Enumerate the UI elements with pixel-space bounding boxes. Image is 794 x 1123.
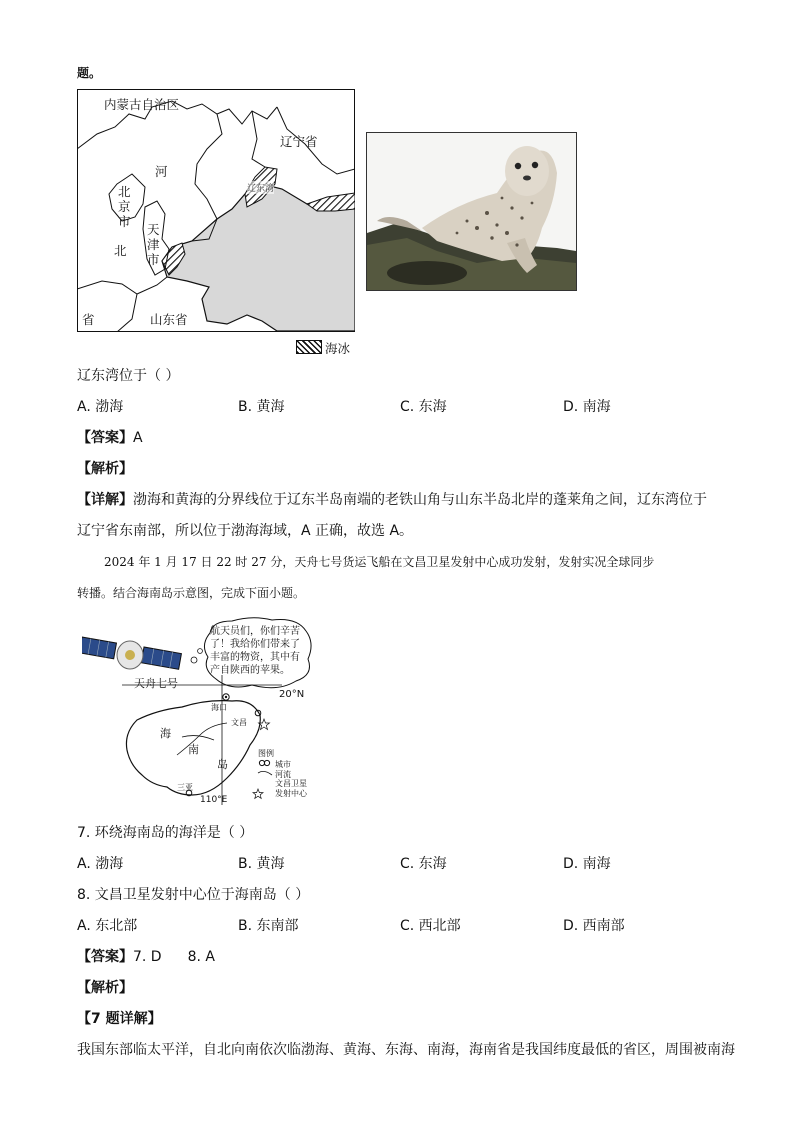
question-8-option-d: D. 西南部 — [563, 918, 625, 934]
sea-ice-legend-swatch — [296, 340, 322, 354]
answer-label-2: 【答案】 — [77, 949, 133, 965]
lat-label: 20°N — [279, 689, 305, 700]
label-he: 河 — [155, 164, 168, 179]
bubble-line-1: 航天员们，你们辛苦 — [210, 626, 300, 637]
bubble-line-3: 丰富的物资，其中有 — [210, 652, 300, 663]
legend-launch-1: 文昌卫星 — [275, 779, 307, 788]
legend-launch-2: 发射中心 — [275, 789, 307, 798]
detail-line-1 — [77, 491, 707, 509]
answer-value-8: 8. A — [187, 949, 215, 965]
answer-value-a: A — [133, 430, 143, 446]
solar-panel-left — [82, 637, 116, 659]
island-label-3: 岛 — [217, 758, 228, 771]
answer-label-a: 【答案】 — [77, 430, 133, 446]
question-8-stem: 8. 文昌卫星发射中心位于海南岛（ ） — [77, 887, 310, 903]
analysis-label-2: 【解析】 — [77, 980, 133, 996]
legend-river: 河流 — [275, 770, 291, 779]
answer-value-7: 7. D — [133, 949, 162, 965]
detail-7-label: 【7 题详解】 — [77, 1011, 162, 1027]
question-7-option-a: A. 渤海 — [77, 856, 124, 872]
label-sheng: 省 — [82, 312, 95, 327]
analysis-label-a: 【解析】 — [77, 461, 133, 477]
label-beijing-2: 京 — [118, 199, 131, 214]
seal-photo — [366, 132, 577, 291]
label-beijing-3: 市 — [118, 214, 131, 229]
island-label-2: 南 — [188, 743, 199, 756]
bubble-line-2: 了！我给你们带来了 — [210, 639, 300, 650]
question-a-stem: 辽东湾位于（ ） — [77, 368, 180, 384]
intro-line-1: 2024 年 1 月 17 日 22 时 27 分，天舟七号货运飞船在文昌卫星发射中心成功发射，发射实况全球同步 — [104, 555, 655, 569]
solar-panel-right — [141, 647, 181, 669]
speech-bubble-text — [210, 625, 300, 677]
bubble-line-4: 产自陕西的苹果。 — [210, 665, 290, 676]
question-8-option-c: C. 西北部 — [400, 918, 461, 934]
detail-label-a: 【详解】 — [77, 492, 133, 508]
top-fragment: 题。 — [77, 66, 102, 80]
question-a-option-a: A. 渤海 — [77, 399, 124, 415]
sea-ice-legend-label: 海冰 — [325, 341, 351, 356]
craft-label: 天舟七号 — [134, 677, 178, 690]
question-7-option-c: C. 东海 — [400, 856, 447, 872]
label-tianjin — [147, 222, 160, 267]
label-beijing-1: 北 — [118, 184, 131, 199]
label-liaodong-bay: 辽东湾 — [247, 181, 274, 194]
label-inner-mongolia: 内蒙古自治区 — [104, 97, 180, 112]
label-shandong: 山东省 — [150, 312, 188, 327]
question-a-option-d: D. 南海 — [563, 399, 611, 415]
wenchang-label: 文昌 — [231, 718, 247, 727]
bottom-line: 我国东部临太平洋，自北向南依次临渤海、黄海、东海、南海，海南省是我国纬度最低的省区，周围被南海 — [77, 1042, 735, 1058]
label-tianjin-3: 市 — [147, 252, 160, 267]
legend-title: 图例 — [258, 749, 274, 758]
haikou-label: 海口 — [211, 703, 227, 712]
seal-photo-svg — [367, 133, 576, 290]
label-bei: 北 — [114, 243, 127, 258]
label-tianjin-1: 天 — [147, 222, 160, 237]
lon-label: 110°E — [200, 795, 228, 805]
sanya-label: 三亚 — [177, 783, 193, 792]
intro-line-2: 转播。结合海南岛示意图，完成下面小题。 — [77, 586, 306, 600]
question-a-option-c: C. 东海 — [400, 399, 447, 415]
question-7-stem: 7. 环绕海南岛的海洋是（ ） — [77, 825, 254, 841]
question-8-option-b: B. 东南部 — [238, 918, 299, 934]
label-beijing — [118, 184, 131, 229]
island-label-1: 海 — [160, 727, 171, 740]
question-7-option-b: B. 黄海 — [238, 856, 285, 872]
answer-line-2 — [77, 948, 215, 966]
question-7-option-d: D. 南海 — [563, 856, 611, 872]
detail-line-2: 辽宁省东南部，所以位于渤海海域，A 正确，故选 A。 — [77, 523, 414, 539]
question-8-option-a: A. 东北部 — [77, 918, 138, 934]
label-tianjin-2: 津 — [147, 237, 160, 252]
question-a-option-b: B. 黄海 — [238, 399, 285, 415]
hainan-map — [82, 615, 327, 810]
detail-text-1: 渤海和黄海的分界线位于辽东半岛南端的老铁山角与山东半岛北岸的蓬莱角之间，辽东湾位于 — [133, 492, 707, 508]
answer-line-a — [77, 429, 143, 447]
bohai-map — [77, 89, 355, 332]
legend-launch — [275, 779, 307, 799]
legend-city: 城市 — [275, 760, 291, 769]
label-liaoning: 辽宁省 — [280, 134, 318, 149]
